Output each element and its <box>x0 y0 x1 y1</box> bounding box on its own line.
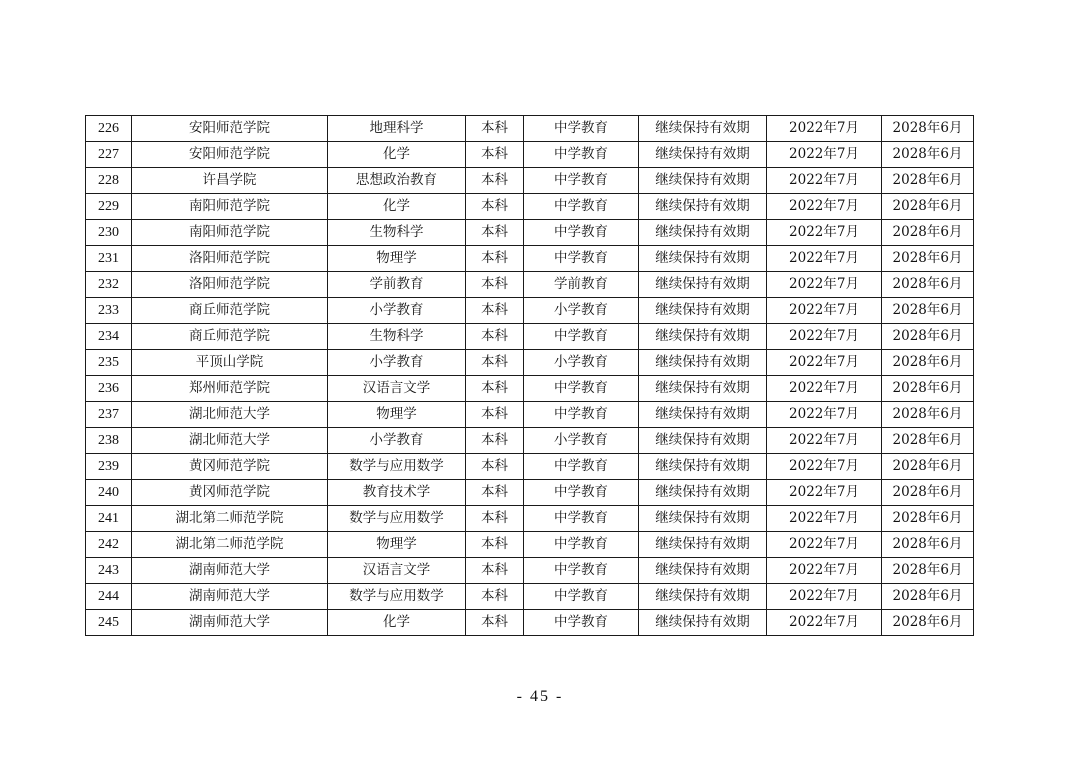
row-number-cell: 235 <box>86 350 132 376</box>
degree-level-cell: 本科 <box>466 194 524 220</box>
end-date-cell: 2028年6月 <box>882 584 974 610</box>
start-date-cell: 2022年7月 <box>767 324 882 350</box>
accreditation-status-cell: 继续保持有效期 <box>639 350 767 376</box>
table-row <box>86 428 974 454</box>
end-date-cell: 2028年6月 <box>882 272 974 298</box>
start-date-cell: 2022年7月 <box>767 220 882 246</box>
degree-level-cell: 本科 <box>466 142 524 168</box>
major-name-cell: 物理学 <box>328 532 466 558</box>
table-row <box>86 402 974 428</box>
end-date-cell: 2028年6月 <box>882 376 974 402</box>
institution-name-cell: 湖南师范大学 <box>132 584 328 610</box>
institution-name-cell: 湖北第二师范学院 <box>132 532 328 558</box>
table-row <box>86 116 974 142</box>
table-row <box>86 610 974 636</box>
row-number-cell: 230 <box>86 220 132 246</box>
table-row <box>86 246 974 272</box>
major-name-cell: 生物科学 <box>328 324 466 350</box>
program-category-cell: 中学教育 <box>524 558 639 584</box>
table-row <box>86 454 974 480</box>
start-date-cell: 2022年7月 <box>767 584 882 610</box>
program-category-cell: 中学教育 <box>524 506 639 532</box>
row-number-cell: 244 <box>86 584 132 610</box>
accreditation-status-cell: 继续保持有效期 <box>639 610 767 636</box>
degree-level-cell: 本科 <box>466 558 524 584</box>
accreditation-status-cell: 继续保持有效期 <box>639 428 767 454</box>
table-row <box>86 376 974 402</box>
end-date-cell: 2028年6月 <box>882 558 974 584</box>
end-date-cell: 2028年6月 <box>882 298 974 324</box>
program-category-cell: 中学教育 <box>524 324 639 350</box>
major-name-cell: 生物科学 <box>328 220 466 246</box>
institution-name-cell: 湖北师范大学 <box>132 428 328 454</box>
table-row <box>86 584 974 610</box>
table-row <box>86 558 974 584</box>
institution-name-cell: 南阳师范学院 <box>132 194 328 220</box>
accreditation-status-cell: 继续保持有效期 <box>639 220 767 246</box>
program-category-cell: 中学教育 <box>524 194 639 220</box>
end-date-cell: 2028年6月 <box>882 610 974 636</box>
program-category-cell: 中学教育 <box>524 402 639 428</box>
start-date-cell: 2022年7月 <box>767 610 882 636</box>
table-row <box>86 272 974 298</box>
start-date-cell: 2022年7月 <box>767 298 882 324</box>
degree-level-cell: 本科 <box>466 298 524 324</box>
accreditation-status-cell: 继续保持有效期 <box>639 142 767 168</box>
program-category-cell: 中学教育 <box>524 532 639 558</box>
end-date-cell: 2028年6月 <box>882 246 974 272</box>
end-date-cell: 2028年6月 <box>882 324 974 350</box>
program-category-cell: 中学教育 <box>524 610 639 636</box>
degree-level-cell: 本科 <box>466 584 524 610</box>
table-row <box>86 506 974 532</box>
major-name-cell: 数学与应用数学 <box>328 454 466 480</box>
row-number-cell: 232 <box>86 272 132 298</box>
institution-name-cell: 平顶山学院 <box>132 350 328 376</box>
row-number-cell: 229 <box>86 194 132 220</box>
program-category-cell: 中学教育 <box>524 376 639 402</box>
degree-level-cell: 本科 <box>466 610 524 636</box>
major-name-cell: 思想政治教育 <box>328 168 466 194</box>
end-date-cell: 2028年6月 <box>882 194 974 220</box>
end-date-cell: 2028年6月 <box>882 480 974 506</box>
table-row <box>86 480 974 506</box>
institution-name-cell: 商丘师范学院 <box>132 298 328 324</box>
degree-level-cell: 本科 <box>466 376 524 402</box>
start-date-cell: 2022年7月 <box>767 506 882 532</box>
major-name-cell: 小学教育 <box>328 428 466 454</box>
program-category-cell: 小学教育 <box>524 350 639 376</box>
row-number-cell: 233 <box>86 298 132 324</box>
table-body <box>86 116 974 636</box>
row-number-cell: 241 <box>86 506 132 532</box>
start-date-cell: 2022年7月 <box>767 454 882 480</box>
institution-name-cell: 洛阳师范学院 <box>132 246 328 272</box>
table-row <box>86 532 974 558</box>
degree-level-cell: 本科 <box>466 116 524 142</box>
institution-name-cell: 安阳师范学院 <box>132 116 328 142</box>
institution-name-cell: 湖北第二师范学院 <box>132 506 328 532</box>
major-name-cell: 教育技术学 <box>328 480 466 506</box>
accreditation-status-cell: 继续保持有效期 <box>639 532 767 558</box>
table-row <box>86 194 974 220</box>
accreditation-status-cell: 继续保持有效期 <box>639 324 767 350</box>
program-category-cell: 中学教育 <box>524 454 639 480</box>
institution-name-cell: 郑州师范学院 <box>132 376 328 402</box>
accreditation-status-cell: 继续保持有效期 <box>639 168 767 194</box>
row-number-cell: 227 <box>86 142 132 168</box>
start-date-cell: 2022年7月 <box>767 246 882 272</box>
major-name-cell: 化学 <box>328 194 466 220</box>
degree-level-cell: 本科 <box>466 246 524 272</box>
major-name-cell: 汉语言文学 <box>328 558 466 584</box>
major-name-cell: 物理学 <box>328 246 466 272</box>
accreditation-status-cell: 继续保持有效期 <box>639 584 767 610</box>
institution-name-cell: 商丘师范学院 <box>132 324 328 350</box>
program-category-cell: 中学教育 <box>524 584 639 610</box>
major-name-cell: 化学 <box>328 610 466 636</box>
row-number-cell: 238 <box>86 428 132 454</box>
program-category-cell: 小学教育 <box>524 428 639 454</box>
institution-name-cell: 安阳师范学院 <box>132 142 328 168</box>
program-category-cell: 小学教育 <box>524 298 639 324</box>
accreditation-status-cell: 继续保持有效期 <box>639 558 767 584</box>
end-date-cell: 2028年6月 <box>882 454 974 480</box>
end-date-cell: 2028年6月 <box>882 350 974 376</box>
row-number-cell: 231 <box>86 246 132 272</box>
start-date-cell: 2022年7月 <box>767 168 882 194</box>
institution-name-cell: 南阳师范学院 <box>132 220 328 246</box>
row-number-cell: 236 <box>86 376 132 402</box>
accreditation-table <box>85 115 974 636</box>
institution-name-cell: 湖北师范大学 <box>132 402 328 428</box>
program-category-cell: 中学教育 <box>524 246 639 272</box>
row-number-cell: 234 <box>86 324 132 350</box>
degree-level-cell: 本科 <box>466 454 524 480</box>
major-name-cell: 化学 <box>328 142 466 168</box>
table-row <box>86 324 974 350</box>
degree-level-cell: 本科 <box>466 428 524 454</box>
major-name-cell: 汉语言文学 <box>328 376 466 402</box>
major-name-cell: 数学与应用数学 <box>328 506 466 532</box>
row-number-cell: 245 <box>86 610 132 636</box>
accreditation-status-cell: 继续保持有效期 <box>639 454 767 480</box>
end-date-cell: 2028年6月 <box>882 532 974 558</box>
accreditation-status-cell: 继续保持有效期 <box>639 246 767 272</box>
major-name-cell: 学前教育 <box>328 272 466 298</box>
table-row <box>86 298 974 324</box>
accreditation-status-cell: 继续保持有效期 <box>639 506 767 532</box>
major-name-cell: 物理学 <box>328 402 466 428</box>
major-name-cell: 小学教育 <box>328 350 466 376</box>
accreditation-status-cell: 继续保持有效期 <box>639 194 767 220</box>
major-name-cell: 小学教育 <box>328 298 466 324</box>
table-row <box>86 142 974 168</box>
degree-level-cell: 本科 <box>466 506 524 532</box>
program-category-cell: 中学教育 <box>524 168 639 194</box>
page-number: - 45 - <box>516 688 564 705</box>
end-date-cell: 2028年6月 <box>882 506 974 532</box>
accreditation-status-cell: 继续保持有效期 <box>639 402 767 428</box>
end-date-cell: 2028年6月 <box>882 142 974 168</box>
end-date-cell: 2028年6月 <box>882 168 974 194</box>
program-category-cell: 学前教育 <box>524 272 639 298</box>
table-row <box>86 168 974 194</box>
start-date-cell: 2022年7月 <box>767 376 882 402</box>
start-date-cell: 2022年7月 <box>767 480 882 506</box>
start-date-cell: 2022年7月 <box>767 350 882 376</box>
table-row <box>86 220 974 246</box>
degree-level-cell: 本科 <box>466 350 524 376</box>
start-date-cell: 2022年7月 <box>767 402 882 428</box>
end-date-cell: 2028年6月 <box>882 428 974 454</box>
row-number-cell: 226 <box>86 116 132 142</box>
table-row <box>86 350 974 376</box>
major-name-cell: 地理科学 <box>328 116 466 142</box>
program-category-cell: 中学教育 <box>524 220 639 246</box>
start-date-cell: 2022年7月 <box>767 428 882 454</box>
row-number-cell: 237 <box>86 402 132 428</box>
start-date-cell: 2022年7月 <box>767 558 882 584</box>
degree-level-cell: 本科 <box>466 220 524 246</box>
end-date-cell: 2028年6月 <box>882 220 974 246</box>
degree-level-cell: 本科 <box>466 532 524 558</box>
start-date-cell: 2022年7月 <box>767 532 882 558</box>
institution-name-cell: 黄冈师范学院 <box>132 454 328 480</box>
accreditation-status-cell: 继续保持有效期 <box>639 480 767 506</box>
row-number-cell: 239 <box>86 454 132 480</box>
degree-level-cell: 本科 <box>466 402 524 428</box>
start-date-cell: 2022年7月 <box>767 116 882 142</box>
accreditation-status-cell: 继续保持有效期 <box>639 298 767 324</box>
degree-level-cell: 本科 <box>466 324 524 350</box>
accreditation-status-cell: 继续保持有效期 <box>639 376 767 402</box>
institution-name-cell: 洛阳师范学院 <box>132 272 328 298</box>
end-date-cell: 2028年6月 <box>882 116 974 142</box>
end-date-cell: 2028年6月 <box>882 402 974 428</box>
accreditation-status-cell: 继续保持有效期 <box>639 116 767 142</box>
degree-level-cell: 本科 <box>466 272 524 298</box>
row-number-cell: 228 <box>86 168 132 194</box>
row-number-cell: 243 <box>86 558 132 584</box>
major-name-cell: 数学与应用数学 <box>328 584 466 610</box>
program-category-cell: 中学教育 <box>524 116 639 142</box>
institution-name-cell: 许昌学院 <box>132 168 328 194</box>
program-category-cell: 中学教育 <box>524 480 639 506</box>
institution-name-cell: 黄冈师范学院 <box>132 480 328 506</box>
accreditation-status-cell: 继续保持有效期 <box>639 272 767 298</box>
degree-level-cell: 本科 <box>466 168 524 194</box>
institution-name-cell: 湖南师范大学 <box>132 558 328 584</box>
program-category-cell: 中学教育 <box>524 142 639 168</box>
start-date-cell: 2022年7月 <box>767 272 882 298</box>
row-number-cell: 242 <box>86 532 132 558</box>
start-date-cell: 2022年7月 <box>767 142 882 168</box>
degree-level-cell: 本科 <box>466 480 524 506</box>
start-date-cell: 2022年7月 <box>767 194 882 220</box>
row-number-cell: 240 <box>86 480 132 506</box>
institution-name-cell: 湖南师范大学 <box>132 610 328 636</box>
